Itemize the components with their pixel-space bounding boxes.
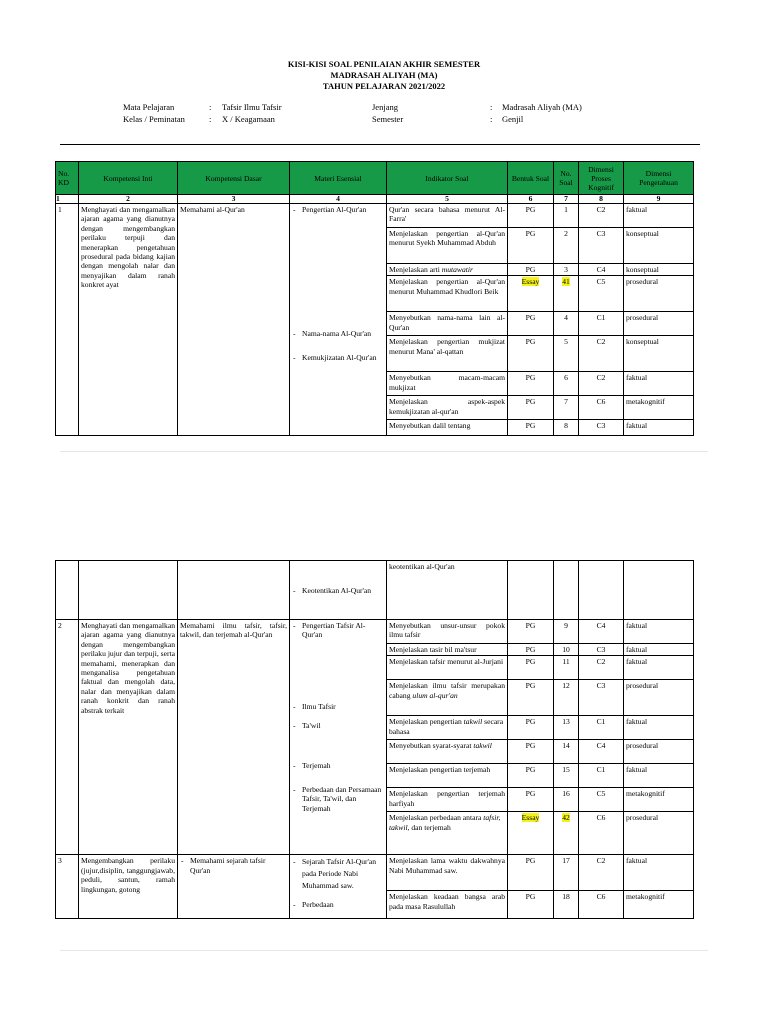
dimensi-proses: C3	[579, 680, 624, 716]
bentuk-soal: PG	[508, 891, 554, 919]
dimensi-pengetahuan: metakognitif	[624, 891, 694, 919]
dimensi-pengetahuan: metakognitif	[624, 396, 694, 420]
col-number: 6	[508, 195, 554, 204]
kompetensi-dasar	[178, 855, 290, 919]
meta-mapel-label: Mata Pelajaran	[123, 102, 175, 112]
dimensi-pengetahuan: prosedural	[624, 312, 694, 336]
dimensi-proses: C3	[579, 228, 624, 264]
indikator-soal	[387, 740, 508, 764]
bentuk-soal: PG	[508, 716, 554, 740]
kisi-table-page2	[55, 560, 694, 919]
indikator-italic: tafsir, takwil,	[389, 813, 501, 832]
bentuk-soal: PG	[508, 204, 554, 228]
kompetensi-dasar	[178, 561, 290, 620]
doc-title-line3: TAHUN PELAJARAN 2021/2022	[322, 81, 446, 91]
table-row	[56, 204, 694, 228]
indikator-text: Menjelaskan arti	[389, 265, 442, 274]
nomor-soal: 9	[554, 620, 579, 644]
dimensi-proses: C6	[579, 812, 624, 855]
dimensi-proses: C3	[579, 420, 624, 436]
materi-esensial-cell	[290, 620, 387, 855]
kd-number: 2	[56, 620, 79, 855]
nomor-soal: 12	[554, 680, 579, 716]
bentuk-soal: PG	[508, 656, 554, 680]
meta-jenjang-label: Jenjang	[372, 102, 398, 112]
kompetensi-inti: Mengembangkan perilaku (jujur,disiplin, tanggungjawab, peduli, santun, ramah lingkungan, gotong	[79, 855, 178, 919]
kompetensi-dasar: Memahami al-Qur'an	[178, 204, 290, 436]
indikator-soal: Menyebutkan unsur-unsur pokok ilmu tafsir	[387, 620, 508, 644]
col-header: Kompetensi Dasar	[178, 162, 290, 195]
column-number-row	[56, 195, 694, 204]
meta-jenjang-value: Madrasah Aliyah (MA)	[502, 102, 582, 112]
dimensi-pengetahuan: konseptual	[624, 264, 694, 276]
col-number: 2	[79, 195, 178, 204]
kd-item: - Memahami sejarah tafsir Qur'an	[180, 856, 287, 875]
materi-item: - Pengertian Tafsir Al-Qur'an	[292, 621, 384, 640]
dimensi-proses: C2	[579, 855, 624, 891]
col-number: 7	[554, 195, 579, 204]
number-highlight: 42	[562, 813, 570, 823]
kompetensi-inti: Menghayati dan mengamalkan ajaran agama yang dianutnya dengan mengembangkan perilaku jujur dan terpuji, serta memahami, menerapkan dan menganalisa pengetahuan faktual dan mengolah data, nalar dan menyajikan dalam ranah konkrit dan ranah abstrak terkait	[79, 620, 178, 855]
page-break-line	[60, 451, 708, 452]
nomor-soal: 3	[554, 264, 579, 276]
col-header: No. KD	[56, 162, 79, 195]
dimensi-proses: C5	[579, 276, 624, 312]
dimensi-proses: C1	[579, 312, 624, 336]
bentuk-soal: PG	[508, 855, 554, 891]
indikator-soal: Menjelaskan tasir bil ma'tsur	[387, 644, 508, 656]
dimensi-pengetahuan: faktual	[624, 656, 694, 680]
indikator-soal: Menyebutkan dalil tentang	[387, 420, 508, 436]
bentuk-soal: PG	[508, 680, 554, 716]
meta-semester-value: Genjil	[502, 114, 524, 124]
dimensi-proses: C2	[579, 204, 624, 228]
indikator-soal	[387, 680, 508, 716]
materi-item: - Terjemah	[292, 761, 384, 770]
meta-colon: :	[209, 114, 212, 124]
nomor-soal	[554, 561, 579, 620]
meta-colon: :	[490, 102, 493, 112]
bentuk-soal: PG	[508, 336, 554, 372]
nomor-soal: 17	[554, 855, 579, 891]
indikator-italic: ulum al-qur'an	[412, 690, 458, 700]
nomor-soal: 5	[554, 336, 579, 372]
kd-number: 1	[56, 204, 79, 436]
materi-item: - Kemukjizatan Al-Qur'an	[292, 353, 384, 362]
kompetensi-inti: Menghayati dan mengamalkan ajaran agama yang dianutnya dengan mengembangkan perilaku terpuji dan menerapkan pengetahuan prosedural pada bidang kajian dengan mengolah nalar dan menyajikan dalam ranah konkret ayat	[79, 204, 178, 436]
bentuk-soal	[508, 812, 554, 855]
materi-item: - Ilmu Tafsir	[292, 702, 384, 711]
dimensi-pengetahuan: konseptual	[624, 228, 694, 264]
dimensi-proses: C1	[579, 764, 624, 788]
col-number: 4	[290, 195, 387, 204]
nomor-soal: 11	[554, 656, 579, 680]
indikator-soal: keotentikan al-Qur'an	[387, 561, 508, 620]
dimensi-pengetahuan: faktual	[624, 420, 694, 436]
indikator-soal: Qur'an secara bahasa menurut Al-Farra'	[387, 204, 508, 228]
indikator-soal: Menjelaskan pengertian terjemah	[387, 764, 508, 788]
dimensi-proses: C4	[579, 620, 624, 644]
table-header-row	[56, 162, 694, 195]
nomor-soal: 14	[554, 740, 579, 764]
indikator-soal: Menjelaskan aspek-aspek kemukjizatan al-qur'an	[387, 396, 508, 420]
bentuk-soal: PG	[508, 396, 554, 420]
nomor-soal: 7	[554, 396, 579, 420]
indikator-text: Menjelaskan perbedaan antara	[389, 813, 484, 823]
nomor-soal: 10	[554, 644, 579, 656]
indikator-soal: Menjelaskan keadaan bangsa arab pada masa Rasulullah	[387, 891, 508, 919]
dimensi-pengetahuan: faktual	[624, 620, 694, 644]
col-number: 1	[56, 195, 79, 204]
nomor-soal: 18	[554, 891, 579, 919]
meta-mapel-value: Tafsir Ilmu Tafsir	[222, 102, 282, 112]
dimensi-pengetahuan	[624, 561, 694, 620]
bentuk-soal: PG	[508, 644, 554, 656]
indikator-soal: Menjelaskan tafsir menurut al-Jurjani	[387, 656, 508, 680]
dimensi-proses: C5	[579, 788, 624, 812]
dimensi-proses	[579, 561, 624, 620]
dimensi-pengetahuan: faktual	[624, 764, 694, 788]
indikator-soal: Menjelaskan pengertian terjemah harfiyah	[387, 788, 508, 812]
col-number: 5	[387, 195, 508, 204]
page-break-line	[60, 950, 708, 951]
bentuk-soal: PG	[508, 740, 554, 764]
nomor-soal: 15	[554, 764, 579, 788]
col-number: 8	[579, 195, 624, 204]
col-header: Dimensi Proses Kognitif	[579, 162, 624, 195]
indikator-soal: Menyebutkan macam-macam mukjizat	[387, 372, 508, 396]
dimensi-pengetahuan: faktual	[624, 372, 694, 396]
meta-semester-label: Semester	[372, 114, 404, 124]
doc-title-line2: MADRASAH ALIYAH (MA)	[330, 70, 438, 80]
materi-item: - Perbedaan	[292, 900, 384, 909]
bentuk-soal: PG	[508, 420, 554, 436]
materi-esensial-cell	[290, 561, 387, 620]
dimensi-pengetahuan: konseptual	[624, 336, 694, 372]
kd-number	[56, 561, 79, 620]
indikator-soal: Menjelaskan pengertian al-Qur'an menurut Muhammad Khudlori Beik	[387, 276, 508, 312]
dimensi-pengetahuan: faktual	[624, 855, 694, 891]
col-header: Bentuk Soal	[508, 162, 554, 195]
number-highlight: 41	[562, 277, 570, 287]
dimensi-proses: C2	[579, 336, 624, 372]
nomor-soal: 1	[554, 204, 579, 228]
dimensi-pengetahuan: prosedural	[624, 812, 694, 855]
materi-item: - Ta'wil	[292, 721, 384, 730]
meta-kelas-value: X / Keagamaan	[222, 114, 275, 124]
col-header: Indikator Soal	[387, 162, 508, 195]
meta-colon: :	[209, 102, 212, 112]
kompetensi-inti	[79, 561, 178, 620]
nomor-soal	[554, 812, 579, 855]
dimensi-proses: C4	[579, 740, 624, 764]
nomor-soal	[554, 276, 579, 312]
dimensi-pengetahuan: faktual	[624, 644, 694, 656]
dimensi-proses: C3	[579, 644, 624, 656]
bentuk-soal: PG	[508, 312, 554, 336]
meta-colon: :	[490, 114, 493, 124]
dimensi-pengetahuan: prosedural	[624, 276, 694, 312]
kisi-table-page1	[55, 161, 694, 436]
bentuk-soal: PG	[508, 228, 554, 264]
indikator-italic: takwil	[473, 741, 492, 751]
bentuk-soal: PG	[508, 620, 554, 644]
indikator-soal	[387, 264, 508, 276]
bentuk-soal: PG	[508, 264, 554, 276]
dimensi-proses: C2	[579, 372, 624, 396]
bentuk-soal	[508, 561, 554, 620]
bentuk-soal: PG	[508, 372, 554, 396]
col-header: No. Soal	[554, 162, 579, 195]
essay-highlight: Essay	[521, 277, 540, 287]
dimensi-pengetahuan: faktual	[624, 716, 694, 740]
meta-kelas-label: Kelas / Peminatan	[123, 114, 185, 124]
nomor-soal: 2	[554, 228, 579, 264]
nomor-soal: 4	[554, 312, 579, 336]
dimensi-proses: C2	[579, 656, 624, 680]
table-row	[56, 855, 694, 891]
dimensi-pengetahuan: faktual	[624, 204, 694, 228]
indikator-text: dan terjemah	[409, 822, 451, 832]
bentuk-soal	[508, 276, 554, 312]
materi-item: - Perbedaan dan Persamaan Tafsir, Ta'wil, dan Terjemah	[292, 785, 384, 813]
indikator-soal	[387, 812, 508, 855]
materi-esensial-cell	[290, 204, 387, 436]
dimensi-proses: C6	[579, 891, 624, 919]
materi-item: - Keotentikan Al-Qur'an	[292, 586, 384, 595]
doc-title-line1: KISI-KISI SOAL PENILAIAN AKHIR SEMESTER	[287, 59, 481, 69]
col-number: 3	[178, 195, 290, 204]
dimensi-proses: C4	[579, 264, 624, 276]
materi-item: - Pengertian Al-Qur'an	[292, 205, 384, 214]
table-row	[56, 620, 694, 644]
indikator-soal	[387, 716, 508, 740]
nomor-soal: 13	[554, 716, 579, 740]
dimensi-pengetahuan: prosedural	[624, 680, 694, 716]
essay-highlight: Essay	[521, 813, 540, 823]
materi-item: - Sejarah Tafsir Al-Qur'an pada Periode Nabi Muhammad saw.	[292, 856, 384, 892]
col-header: Dimensi Pengetahuan	[624, 162, 694, 195]
bentuk-soal: PG	[508, 764, 554, 788]
col-header: Materi Esensial	[290, 162, 387, 195]
nomor-soal: 8	[554, 420, 579, 436]
indikator-text: Menyebutkan syarat-syarat	[389, 741, 474, 751]
materi-item: - Nama-nama Al-Qur'an	[292, 329, 384, 338]
dimensi-pengetahuan: metakognitif	[624, 788, 694, 812]
indikator-text: Menjelaskan pengertian	[389, 717, 464, 727]
dimensi-proses: C6	[579, 396, 624, 420]
bentuk-soal: PG	[508, 788, 554, 812]
indikator-text: Menjelaskan ilmu tafsir merupakan cabang	[389, 681, 505, 700]
indikator-soal: Menyebutkan nama-nama lain al-Qur'an	[387, 312, 508, 336]
table-row	[56, 561, 694, 620]
indikator-italic: mutawatir	[441, 265, 473, 274]
indikator-italic: takwil	[463, 717, 483, 727]
dimensi-pengetahuan: prosedural	[624, 740, 694, 764]
kd-number: 3	[56, 855, 79, 919]
nomor-soal: 16	[554, 788, 579, 812]
dimensi-proses: C1	[579, 716, 624, 740]
indikator-soal: Menjelaskan pengertian al-Qur'an menurut Syekh Muhammad Abduh	[387, 228, 508, 264]
col-header: Kompetensi Inti	[79, 162, 178, 195]
indikator-soal: Menjelaskan pengertian mukjizat menurut Mana' al-qattan	[387, 336, 508, 372]
indikator-soal: Menjelaskan lama waktu dakwahnya Nabi Muhammad saw.	[387, 855, 508, 891]
col-number: 9	[624, 195, 694, 204]
materi-esensial-cell	[290, 855, 387, 919]
nomor-soal: 6	[554, 372, 579, 396]
indikator-text: secara bahasa	[389, 717, 504, 736]
kompetensi-dasar: Memahami ilmu tafsir, tafsir, takwil, dan terjemah al-Qur'an	[178, 620, 290, 855]
header-rule	[60, 144, 700, 145]
